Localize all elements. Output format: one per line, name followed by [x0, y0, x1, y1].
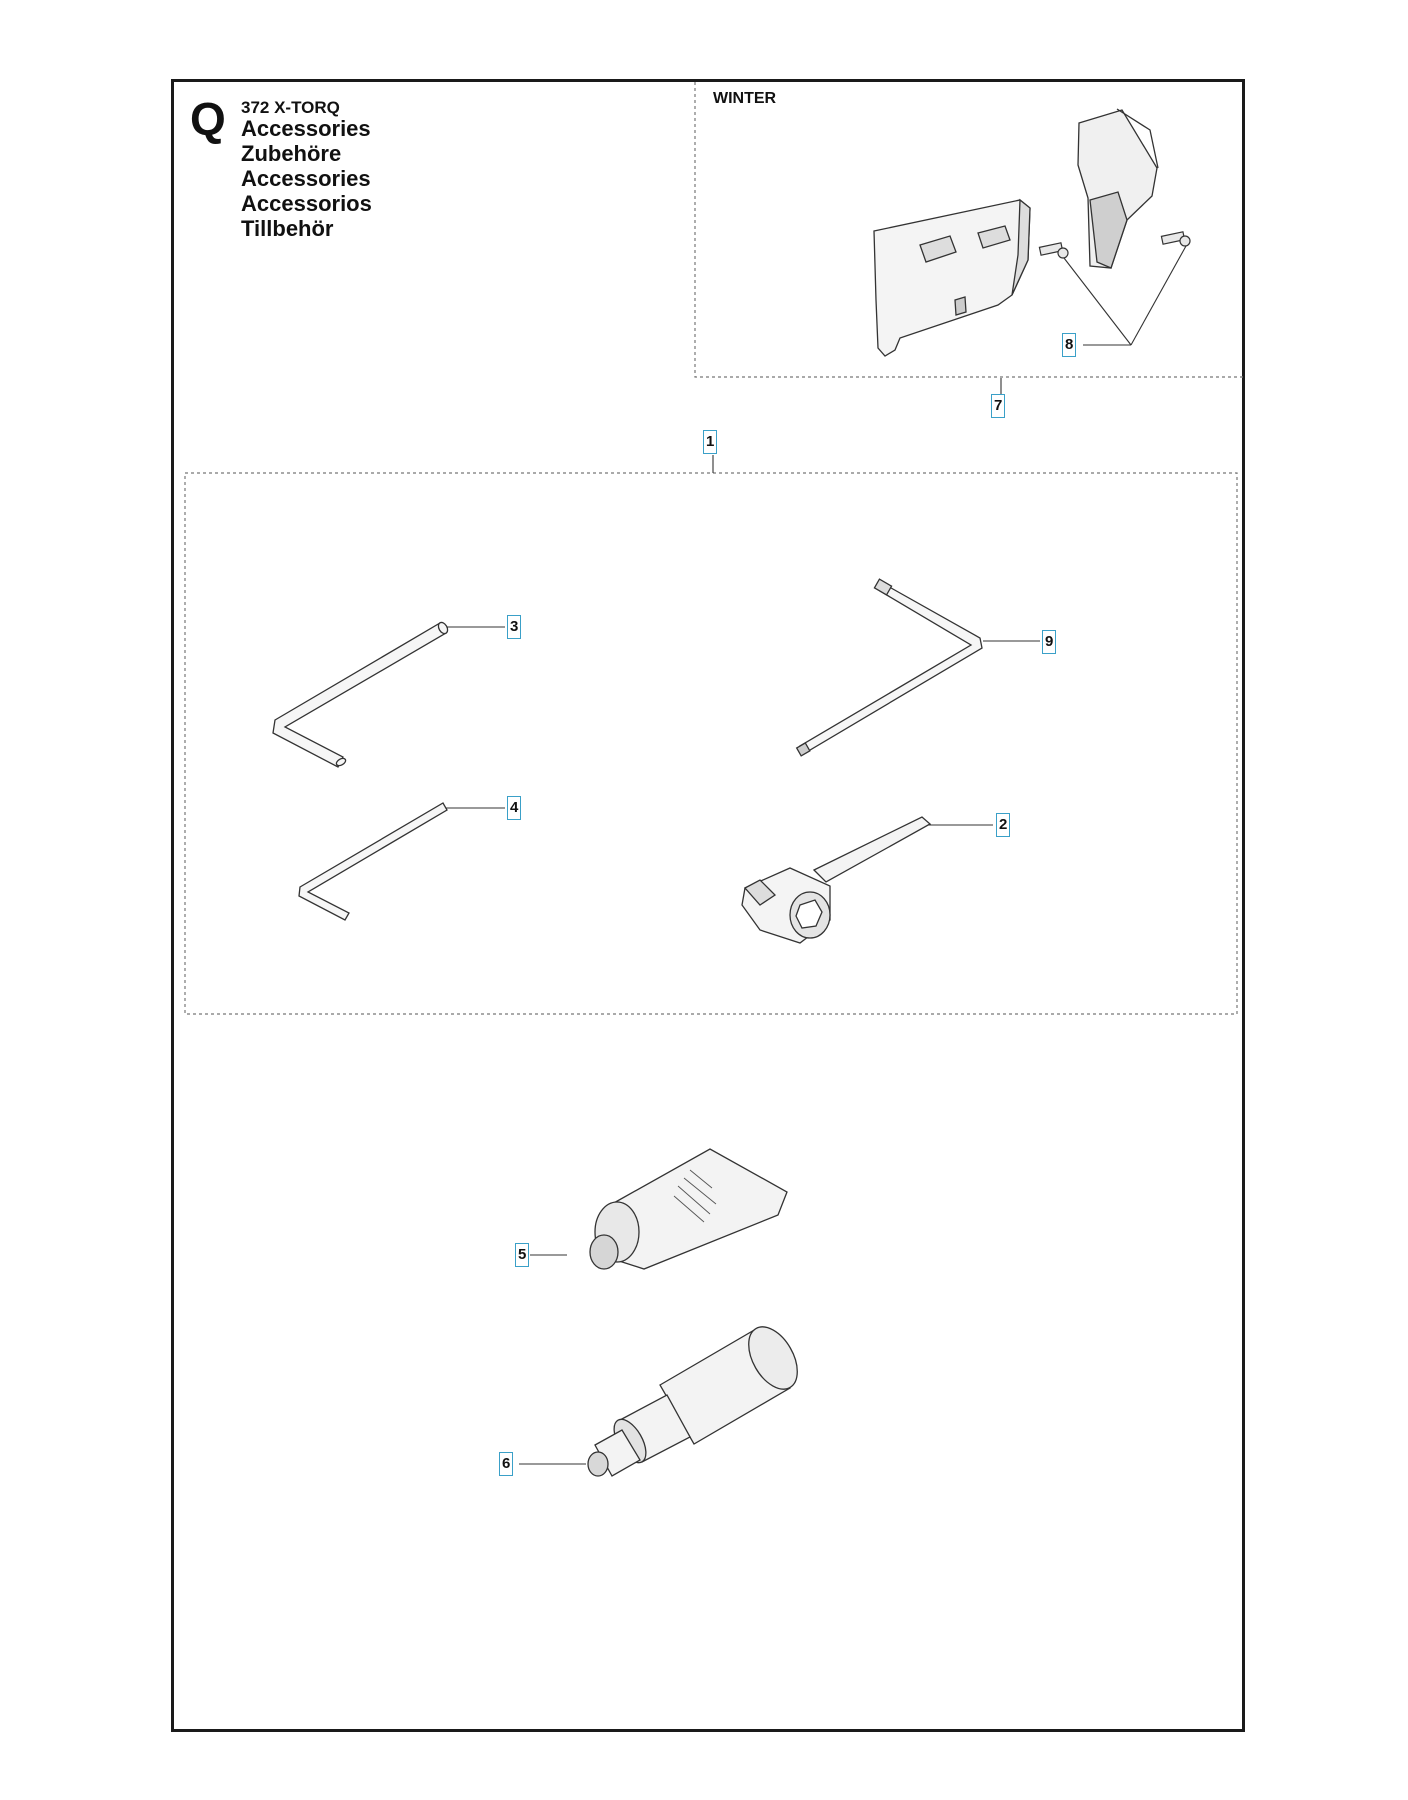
- grease-gun-icon: [588, 1319, 807, 1476]
- model-name: 372 X-TORQ: [241, 98, 340, 117]
- title-line: Zubehöre: [241, 141, 342, 166]
- grease-tube-icon: [590, 1149, 787, 1269]
- callout-8: 8: [1062, 333, 1076, 357]
- title-line: Tillbehör: [241, 216, 334, 241]
- hex-key-icon: [299, 803, 447, 920]
- callout-6: 6: [499, 1452, 513, 1476]
- winter-kit-icon: [874, 109, 1158, 356]
- title-line: Accessories: [241, 166, 371, 191]
- title-line: Accessories: [241, 116, 371, 141]
- tool-kit-box: [185, 473, 1237, 1014]
- callout-1: 1: [703, 430, 717, 454]
- callout-5: 5: [515, 1243, 529, 1267]
- leader-lines: [446, 246, 1186, 1464]
- spark-plug-wrench-icon: [742, 817, 930, 943]
- torx-key-icon: [797, 579, 982, 756]
- callout-9: 9: [1042, 630, 1056, 654]
- callout-7: 7: [991, 394, 1005, 418]
- title-line: Accessorios: [241, 191, 372, 216]
- callout-4: 4: [507, 796, 521, 820]
- hex-key-icon: [273, 621, 449, 767]
- callout-2: 2: [996, 813, 1010, 837]
- winter-label: WINTER: [713, 90, 777, 107]
- callout-3: 3: [507, 615, 521, 639]
- section-letter: Q: [190, 93, 226, 145]
